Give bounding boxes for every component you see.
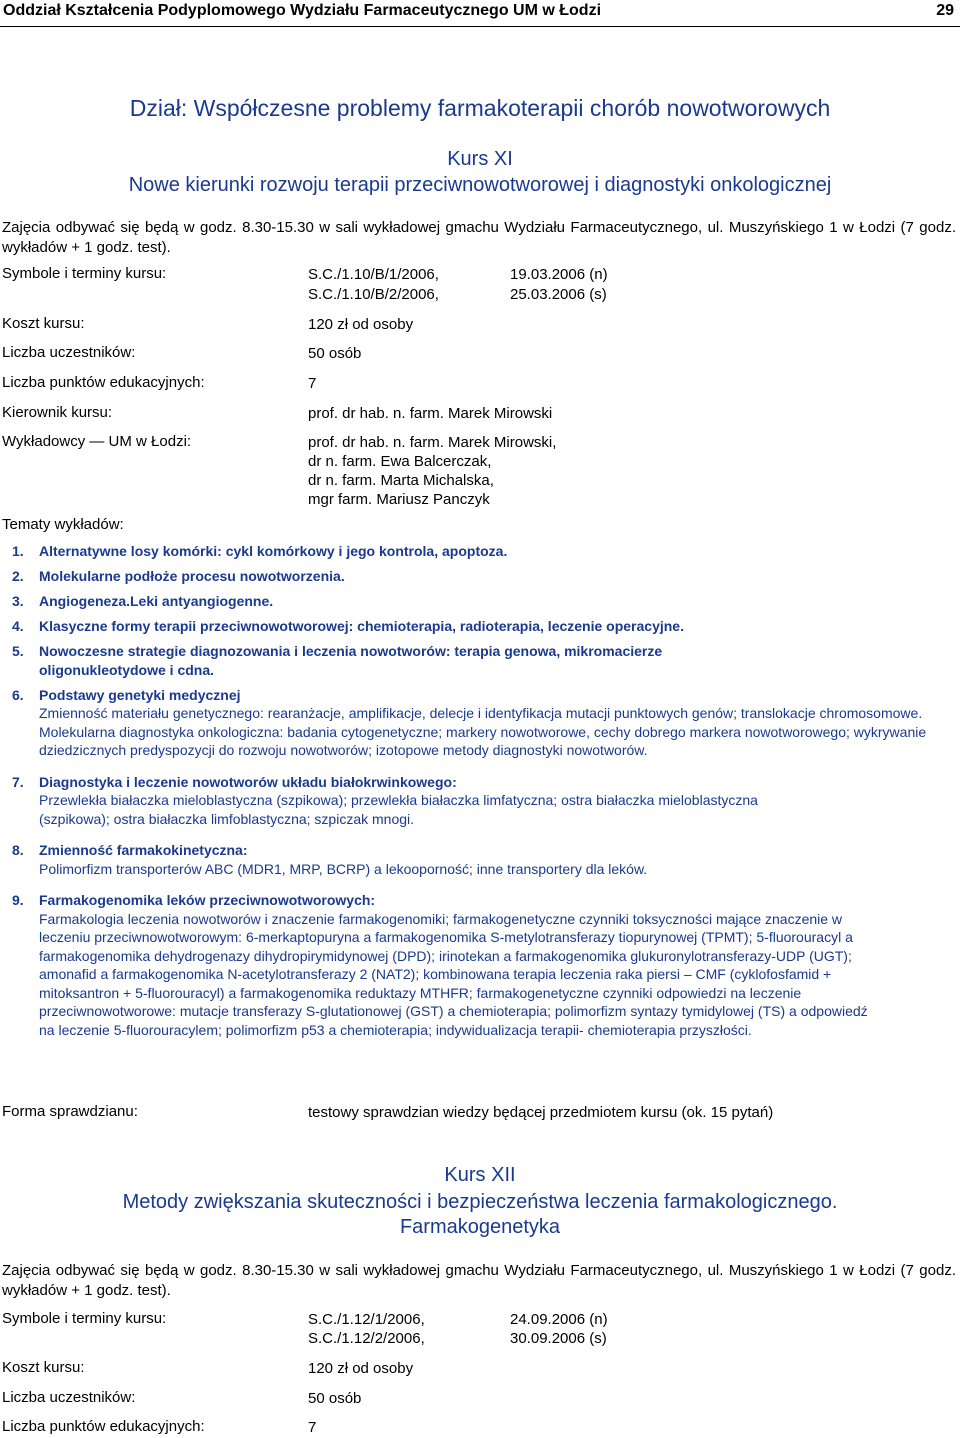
lecturer-3: dr n. farm. Marta Michalska,: [308, 472, 494, 489]
topic-title: Podstawy genetyki medycznej: [39, 686, 241, 703]
topic-item: [2, 567, 952, 586]
topic-number: 4.: [12, 618, 24, 634]
date-2: 25.03.2006 (s): [510, 286, 607, 303]
symbol-2-1: S.C./1.12/1/2006,: [308, 1311, 425, 1328]
header-divider: [0, 26, 960, 27]
topic-body: Farmakologia leczenia nowotworów i znaczenie farmakogenomiki; farmakogenetyczne czynniki toksyczności mające znaczenie w leczeniu przeciwnowotworowym: 6-merkaptopuryna a farmakogenomika S-metylotransferazy tiopurynowej (TPMT); 5-fluorouracyl a farmakogenomika dehydrogenazy dihydropirymidynowej (DPD); irinotekan a farmakogenomika glukuronylotransferazy-UDP (UGT); amonafid a farmakogenomika N-acetylotransferazy 2 (NAT2); kombinowana terapia leczenia raka piersi – CMF (cyklofosfamid + mitoksantron + 5-fluorouracyl) a farmakogenomika reduktazy MTHFR; farmakogenetyczne czynniki odpowiedzi na leczenie przeciwnowotworowe: mutacje transferazy S-glutationowej (GST) a chemioterapia; polimorfizm syntazy tymidylowej (TS) a odpowiedź na leczenie 5-fluorouracylem; polimorfizm p53 a chemioterapia; indywidualizacja terapii- chemioterapia przyszłości.: [39, 910, 868, 1038]
date-2-2: 30.09.2006 (s): [510, 1330, 607, 1347]
topic-item: [2, 542, 952, 561]
topic-title: Nowoczesne strategie diagnozowania i leczenia nowotworów: terapia genowa, mikromacierze oligonukleotydowe i cdna.: [39, 643, 663, 678]
topic-item: [2, 617, 952, 636]
topic-title: Angiogeneza.Leki antyangiogenne.: [39, 593, 274, 609]
topic-title: Diagnostyka i leczenie nowotworów układu białokrwinkowego:: [39, 773, 457, 790]
course-12-intro: Zajęcia odbywać się będą w godz. 8.30-15.30 w sali wykładowej gmachu Wydziału Farmaceutycznego, ul. Muszyńskiego 1 w Łodzi (7 godz. wykładów + 1 godz. test).: [2, 1262, 956, 1299]
points-label-2: Liczba punktów edukacyjnych:: [2, 1418, 205, 1435]
topics-list: [2, 542, 952, 1046]
page-number: 29: [936, 2, 954, 19]
topic-item: [2, 773, 952, 829]
cost-value-2: 120 zł od osoby: [308, 1360, 414, 1377]
lecturer-4: mgr farm. Mariusz Panczyk: [308, 491, 490, 508]
points-value-2: 7: [308, 1419, 317, 1436]
course-12-title-line-1: Metody zwiększania skuteczności i bezpieczeństwa leczenia farmakologicznego.: [122, 1191, 838, 1213]
symbol-2-2: S.C./1.12/2/2006,: [308, 1330, 425, 1347]
lecturer-1: prof. dr hab. n. farm. Marek Mirowski,: [308, 434, 557, 451]
course-11-title: Nowe kierunki rozwoju terapii przeciwnowotworowej i diagnostyki onkologicznej: [128, 174, 832, 196]
topic-title: Alternatywne losy komórki: cykl komórkowy i jego kontrola, apoptoza.: [39, 543, 508, 559]
topic-item: [2, 592, 952, 611]
course-11-number: Kurs XI: [447, 148, 513, 170]
course-12-number: Kurs XII: [444, 1164, 516, 1186]
topic-body: Zmienność materiału genetycznego: rearanżacje, amplifikacje, delecje i identyfikacja mutacji punktowych genów; translokacje chromosomowe. Molekularna diagnostyka onkologiczna: badania cytogenetyczne; markery nowotworowe, cechy dobrego markera nowotworowego; wykrywanie dziedzicznych predyspozycji do rozwoju nowotworów; izotopowe metody diagnostyki nowotworów.: [39, 705, 927, 758]
topic-title: Farmakogenomika leków przeciwnowotworowych:: [39, 892, 376, 908]
topic-body: Przewlekła białaczka mieloblastyczna (szpikowa); przewlekła białaczka limfatyczna; ostra białaczka mieloblastyczna (szpikowa); ostra białaczka limfoblastyczna; szpiczak mnogi.: [39, 792, 758, 827]
topic-number: 5.: [12, 643, 24, 659]
head-label: Kierownik kursu:: [2, 404, 113, 421]
symbol-1: S.C./1.10/B/1/2006,: [308, 266, 439, 283]
participants-value: 50 osób: [308, 345, 362, 362]
topic-number: 1.: [12, 543, 24, 559]
points-label: Liczba punktów edukacyjnych:: [2, 374, 205, 391]
topic-item: [2, 642, 952, 679]
date-2-1: 24.09.2006 (n): [510, 1311, 608, 1328]
exam-value: testowy sprawdzian wiedzy będącej przedmiotem kursu (ok. 15 pytań): [308, 1104, 774, 1121]
topic-number: 2.: [12, 568, 24, 584]
points-value: 7: [308, 375, 317, 392]
topic-number: 7.: [12, 773, 24, 790]
topic-number: 8.: [12, 842, 24, 858]
topic-item: [2, 841, 952, 878]
participants-label-2: Liczba uczestników:: [2, 1389, 136, 1406]
lecturer-2: dr n. farm. Ewa Balcerczak,: [308, 453, 492, 470]
topic-body: Polimorfizm transporterów ABC (MDR1, MRP, BCRP) a lekooporność; inne transportery dla leków.: [39, 860, 648, 877]
header-institution: Oddział Kształcenia Podyplomowego Wydziału Farmaceutycznego UM w Łodzi: [3, 2, 602, 19]
participants-label: Liczba uczestników:: [2, 344, 136, 361]
topic-title: Klasyczne formy terapii przeciwnowotworowej: chemioterapia, radioterapia, leczenie operacyjne.: [39, 618, 684, 634]
topic-title: Molekularne podłoże procesu nowotworzenia.: [39, 568, 345, 584]
cost-value: 120 zł od osoby: [308, 316, 414, 333]
topic-title: Zmienność farmakokinetyczna:: [39, 842, 248, 858]
topic-item: [2, 891, 952, 1039]
participants-value-2: 50 osób: [308, 1390, 362, 1407]
course-11-intro: Zajęcia odbywać się będą w godz. 8.30-15.30 w sali wykładowej gmachu Wydziału Farmaceutycznego, ul. Muszyńskiego 1 w Łodzi (7 godz. wykładów + 1 godz. test).: [2, 219, 956, 256]
exam-label: Forma sprawdzianu:: [2, 1103, 138, 1120]
page-header: [0, 0, 960, 28]
topic-number: 3.: [12, 593, 24, 609]
course-12-title-line-2: Farmakogenetyka: [399, 1216, 561, 1238]
symbols-label: Symbole i terminy kursu:: [2, 265, 167, 282]
lecturers-label: Wykładowcy — UM w Łodzi:: [2, 433, 192, 450]
cost-label: Koszt kursu:: [2, 315, 85, 332]
topic-number: 9.: [12, 892, 24, 908]
topics-label: Tematy wykładów:: [2, 516, 124, 533]
date-1: 19.03.2006 (n): [510, 266, 608, 283]
symbol-2: S.C./1.10/B/2/2006,: [308, 286, 439, 303]
symbols-label-2: Symbole i terminy kursu:: [2, 1310, 167, 1327]
topic-number: 6.: [12, 686, 24, 703]
cost-label-2: Koszt kursu:: [2, 1359, 85, 1376]
section-title: Dział: Współczesne problemy farmakoterapii chorób nowotworowych: [129, 95, 831, 121]
topic-item: [2, 686, 952, 760]
head-value: prof. dr hab. n. farm. Marek Mirowski: [308, 405, 553, 422]
